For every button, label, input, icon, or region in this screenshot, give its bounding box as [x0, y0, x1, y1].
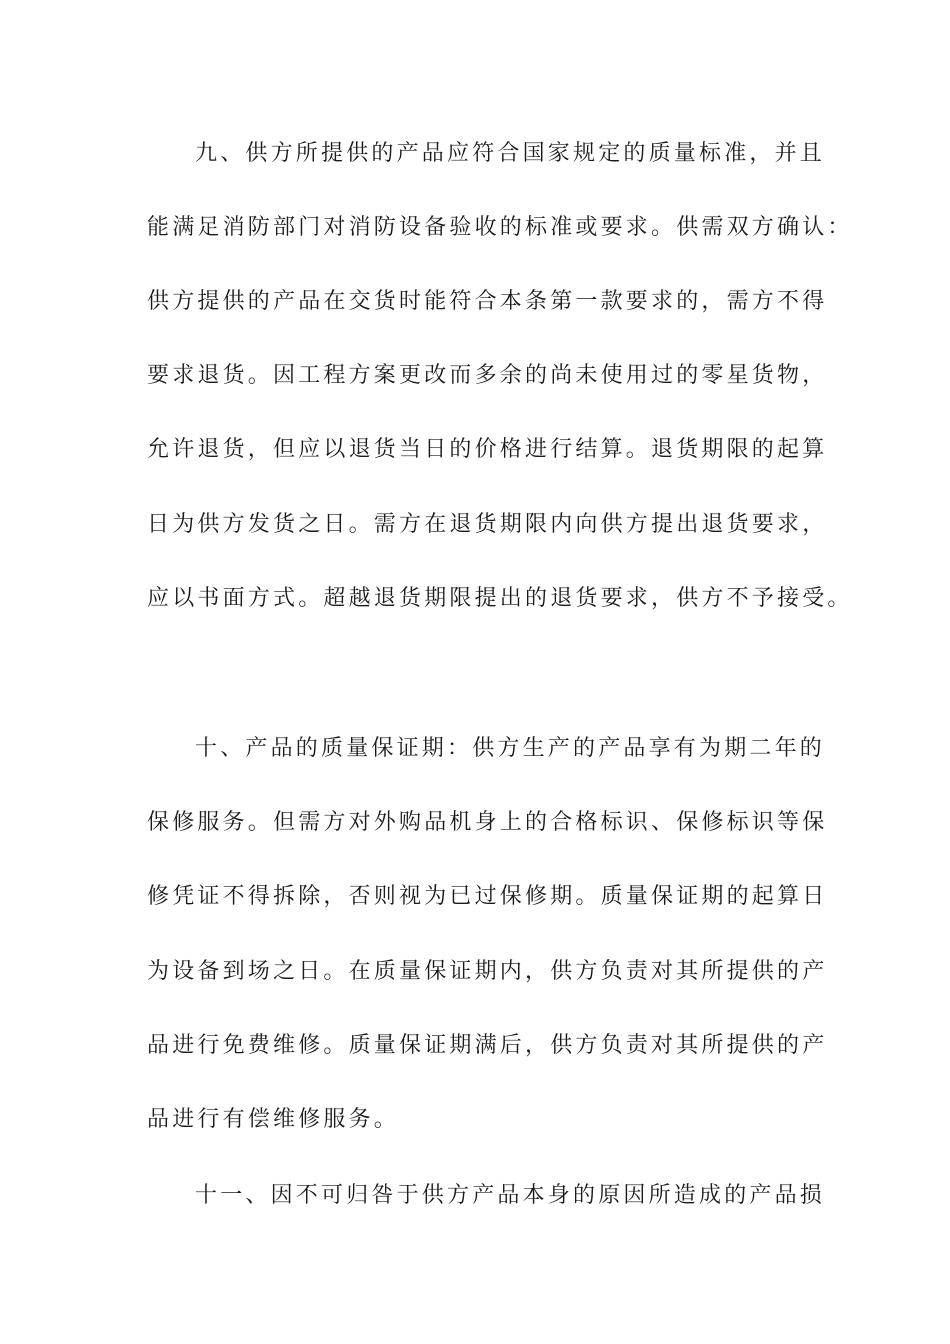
paragraph-9-line-2: 能满足消防部门对消防设备验收的标准或要求。供需双方确认：	[147, 215, 853, 240]
paragraph-10-line-4: 为设备到场之日。在质量保证期内，供方负责对其所提供的产	[147, 959, 828, 984]
paragraph-10-line-5: 品进行免费维修。质量保证期满后，供方负责对其所提供的产	[147, 1033, 828, 1058]
paragraph-10-line-6: 品进行有偿维修服务。	[147, 1107, 400, 1132]
paragraph-9-line-7: 应以书面方式。超越退货期限提出的退货要求，供方不予接受。	[147, 586, 853, 611]
paragraph-9-line-4: 要求退货。因工程方案更改而多余的尚未使用过的零星货物，	[147, 363, 828, 388]
paragraph-9-line-5: 允许退货，但应以退货当日的价格进行结算。退货期限的起算	[147, 437, 828, 462]
paragraph-10-line-1: 十、产品的质量保证期：供方生产的产品享有为期二年的	[195, 736, 826, 761]
paragraph-9-line-1: 九、供方所提供的产品应符合国家规定的质量标准，并且	[195, 141, 826, 166]
paragraph-9-line-6: 日为供方发货之日。需方在退货期限内向供方提出退货要求，	[147, 512, 828, 537]
paragraph-10-line-2: 保修服务。但需方对外购品机身上的合格标识、保修标识等保	[147, 810, 828, 835]
paragraph-10-line-3: 修凭证不得拆除，否则视为已过保修期。质量保证期的起算日	[147, 884, 828, 909]
paragraph-9-line-3: 供方提供的产品在交货时能符合本条第一款要求的，需方不得	[147, 289, 828, 314]
paragraph-11-line-1: 十一、因不可归咎于供方产品本身的原因所造成的产品损	[195, 1183, 826, 1208]
